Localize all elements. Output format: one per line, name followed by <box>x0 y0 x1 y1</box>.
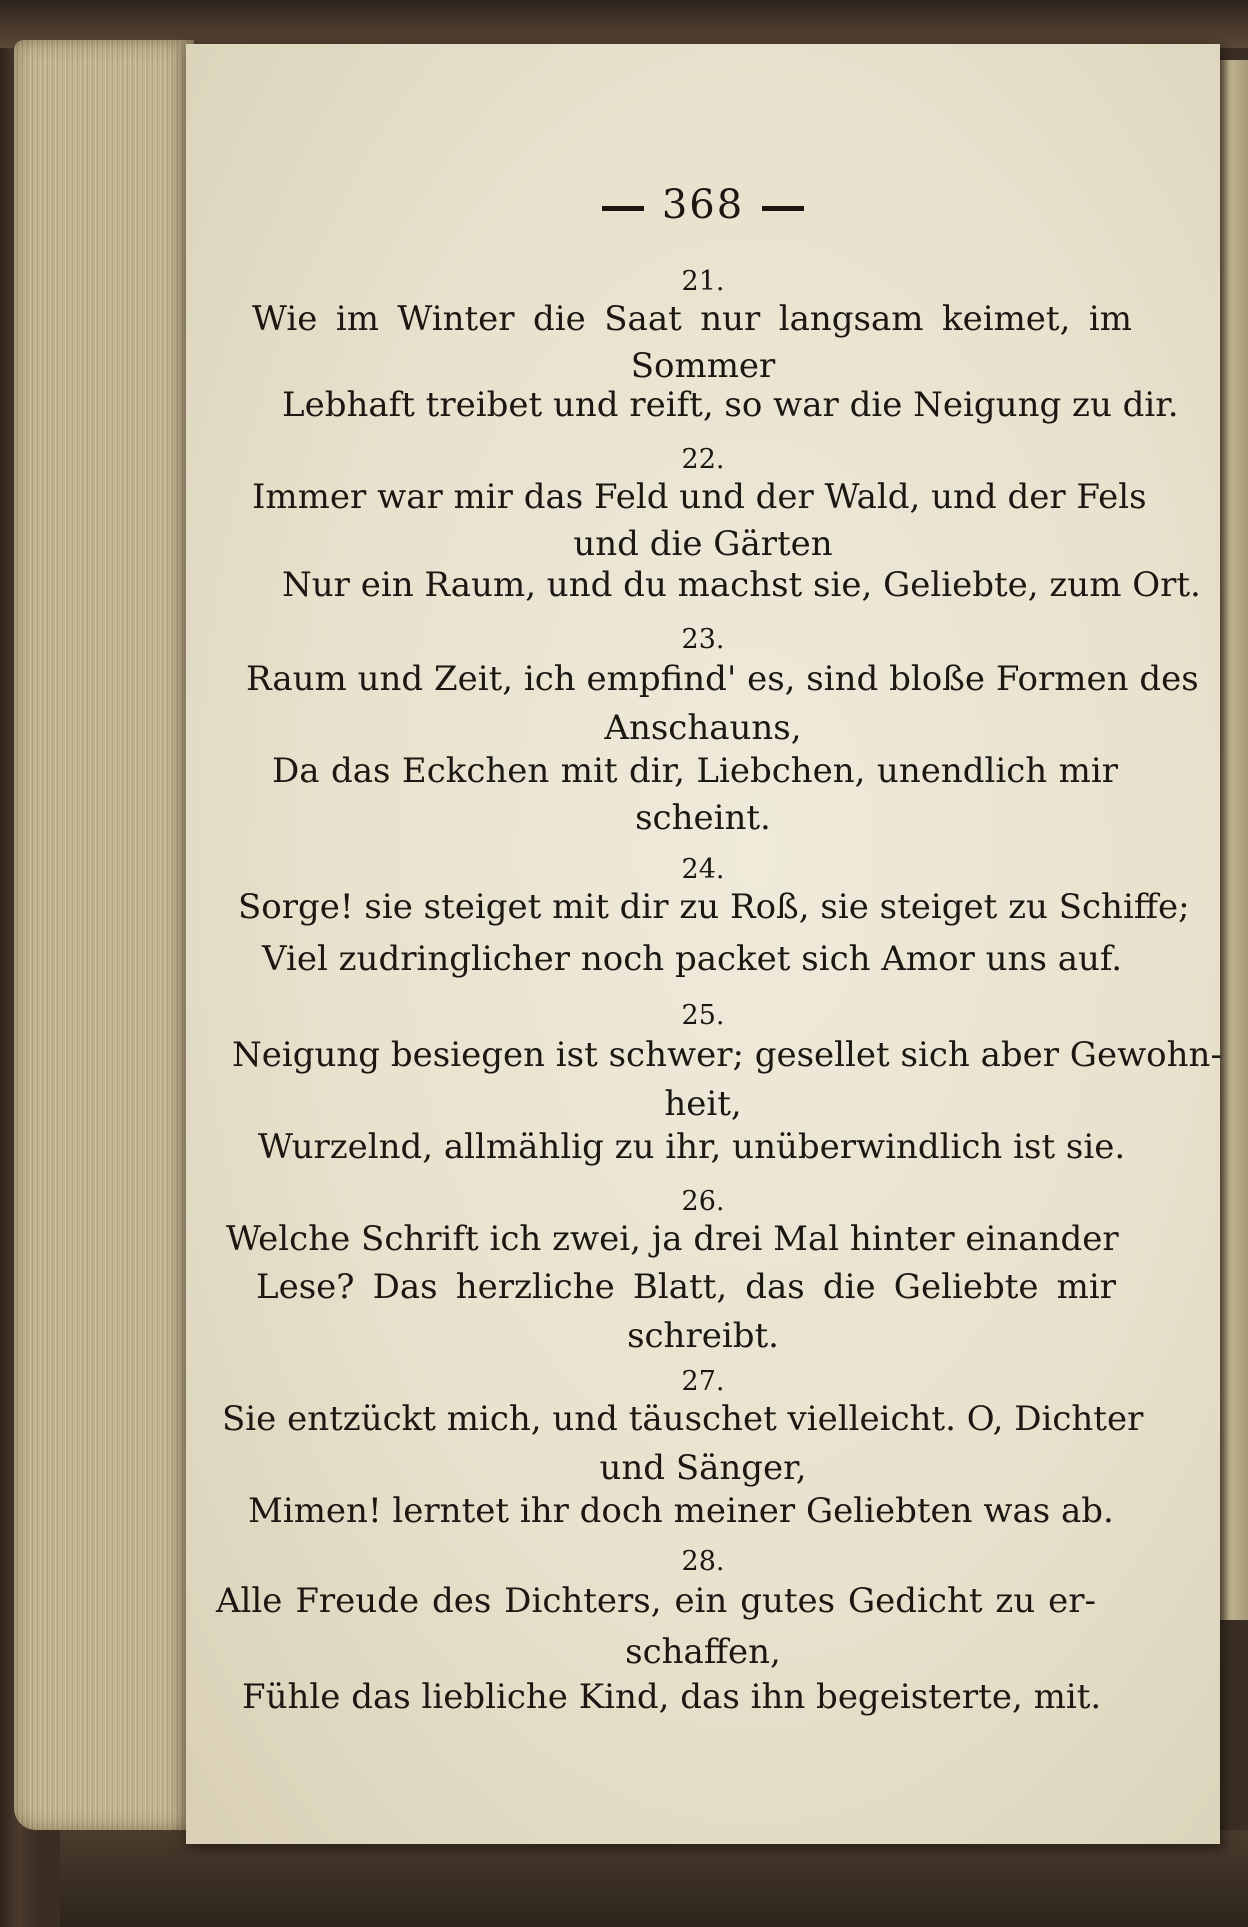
verse-line: Mimen! lerntet ihr doch meiner Geliebten was ab. <box>248 1491 1114 1531</box>
stanza-number: 21. <box>681 266 725 297</box>
verse-line: Nur ein Raum, und du machst sie, Geliebte, zum Ort. <box>282 565 1201 605</box>
verse-line: Lese? Das herzliche Blatt, das die Geliebte mir <box>256 1267 1116 1307</box>
verse-line: Viel zudringlicher noch packet sich Amor uns auf. <box>262 939 1123 979</box>
verse-line-overrun: schaffen, <box>625 1632 781 1672</box>
verse-line-overrun: Anschauns, <box>604 708 802 748</box>
stanza-number: 22. <box>681 444 725 475</box>
facing-page-edge <box>1218 60 1248 1620</box>
verse-line-overrun: und die Gärten <box>573 524 833 564</box>
verse-line: Welche Schrift ich zwei, ja drei Mal hinter einander <box>226 1219 1119 1259</box>
verse-line-overrun: Sommer <box>630 346 776 386</box>
stanza-number: 23. <box>681 624 725 655</box>
verse-line: Immer war mir das Feld und der Wald, und der Fels <box>252 477 1147 517</box>
verse-line-overrun: scheint. <box>635 798 771 838</box>
verse-line: Raum und Zeit, ich empfind' es, sind bloße Formen des <box>246 659 1199 699</box>
stanza-number: 24. <box>681 854 725 885</box>
verse-line: Alle Freude des Dichters, ein gutes Gedicht zu er- <box>216 1581 1096 1621</box>
book-page <box>186 44 1220 1844</box>
page-number-dash-left <box>602 206 644 211</box>
verse-line: Wurzelnd, allmählig zu ihr, unüberwindlich ist sie. <box>258 1127 1126 1167</box>
verse-line: Neigung besiegen ist schwer; gesellet sich aber Gewohn- <box>232 1035 1222 1075</box>
book-page-edges <box>14 40 194 1830</box>
page-number <box>186 182 1220 228</box>
stanza-number: 27. <box>681 1366 725 1397</box>
verse-line-overrun: schreibt. <box>627 1316 779 1356</box>
stanza-number: 28. <box>681 1546 725 1577</box>
verse-line: Sie entzückt mich, und täuschet vielleicht. O, Dichter <box>222 1399 1144 1439</box>
book-bottom-shadow <box>60 1830 1248 1927</box>
verse-line-overrun: heit, <box>664 1084 742 1124</box>
verse-line: Lebhaft treibet und reift, so war die Neigung zu dir. <box>282 385 1179 425</box>
verse-line: Wie im Winter die Saat nur langsam keimet, im <box>252 299 1132 339</box>
verse-line: Fühle das liebliche Kind, das ihn begeisterte, mit. <box>242 1677 1102 1717</box>
page-number-value: 368 <box>661 182 745 228</box>
page-text <box>186 44 1220 1844</box>
stanza-number: 26. <box>681 1186 725 1217</box>
verse-line-overrun: und Sänger, <box>599 1448 807 1488</box>
stanza-number: 25. <box>681 1000 725 1031</box>
verse-line: Da das Eckchen mit dir, Liebchen, unendlich mir <box>272 751 1118 791</box>
page-number-dash-right <box>762 206 804 211</box>
verse-line: Sorge! sie steiget mit dir zu Roß, sie steiget zu Schiffe; <box>238 887 1190 927</box>
